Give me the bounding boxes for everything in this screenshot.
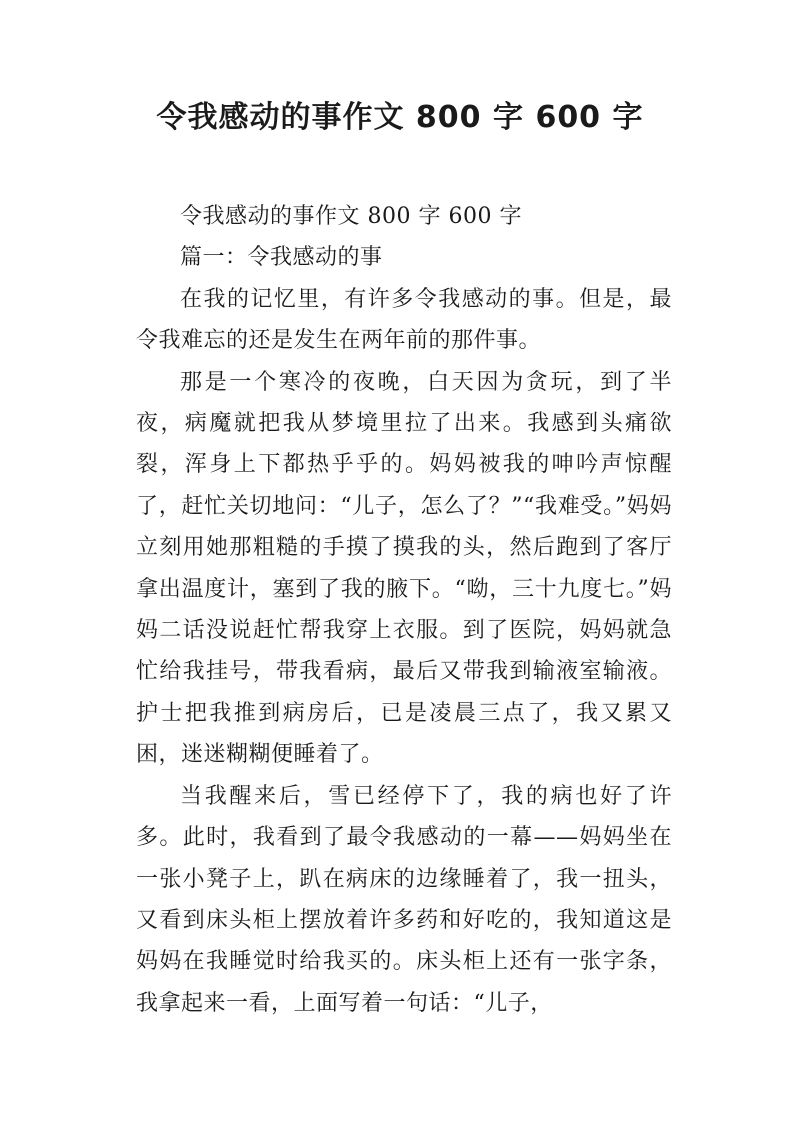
document-body <box>136 196 672 1024</box>
document-title: 令我感动的事作文 800 字 600 字 <box>156 100 644 135</box>
paragraph-night-story: 那是一个寒冷的夜晚，白天因为贪玩，到了半夜，病魔就把我从梦境里拉了出来。我感到头痛欲裂，浑身上下都热乎乎的。妈妈被我的呻吟声惊醒了，赶忙关切地问：“儿子，怎么了？”“我难受。”妈妈立刻用她那粗糙的手摸了摸我的头，然后跑到了客厅拿出温度计，塞到了我的腋下。“呦，三十九度七。”妈妈二话没说赶忙帮我穿上衣服。到了医院，妈妈就急忙给我挂号，带我看病，最后又带我到输液室输液。护士把我推到病房后，已是凌晨三点了，我又累又困，迷迷糊糊便睡着了。 <box>136 369 672 768</box>
paragraph-intro: 在我的记忆里，有许多令我感动的事。但是，最令我难忘的还是发生在两年前的那件事。 <box>136 286 672 354</box>
paragraph-subtitle: 令我感动的事作文 800 字 600 字 <box>180 204 522 229</box>
paragraph-section-heading: 篇一：令我感动的事 <box>180 245 383 271</box>
paragraph-waking-up: 当我醒来后，雪已经停下了，我的病也好了许多。此时，我看到了最令我感动的一幕——妈妈坐在一张小凳子上，趴在病床的边缘睡着了，我一扭头，又看到床头柜上摆放着许多药和好吃的，我知道这是妈妈在我睡觉时给我买的。床头柜上还有一张字条，我拿起来一看，上面写着一句话：“儿子， <box>136 783 672 1016</box>
